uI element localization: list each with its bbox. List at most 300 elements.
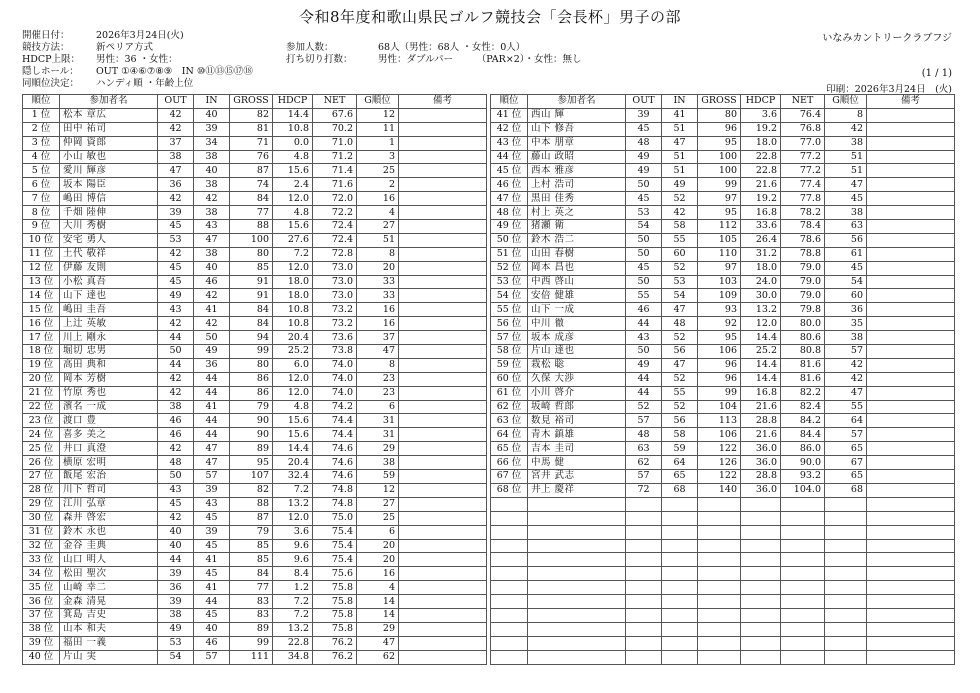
cell-rank [491,650,528,664]
cell-net [781,636,825,650]
cell-gross: 96 [698,122,741,136]
cell-g-rank: 12 [357,108,399,122]
cell-gross: 104 [698,400,741,414]
table-row [23,261,487,275]
cell-hdcp: 33.6 [741,220,781,234]
cell-gross: 100 [698,150,741,164]
table-row [23,525,487,539]
cell-in [662,511,698,525]
cell-gross: 85 [230,539,273,553]
cell-gross: 100 [698,164,741,178]
cell-hdcp: 1.2 [273,581,313,595]
cell-rank: 67 位 [491,470,528,484]
cell-gross: 106 [698,345,741,359]
cell-remarks [867,650,955,664]
cell-hdcp: 12.0 [741,317,781,331]
cell-rank: 8 位 [23,206,60,220]
cell-name: 山本 和夫 [60,622,158,636]
cell-g-rank [825,525,867,539]
cell-rank [491,497,528,511]
cell-remarks [867,220,955,234]
cell-in: 38 [194,150,230,164]
cell-gross: 80 [230,247,273,261]
cell-out [626,608,662,622]
cell-net [781,497,825,511]
cell-out: 48 [626,428,662,442]
cell-remarks [867,428,955,442]
cell-remarks [867,331,955,345]
cell-out: 42 [158,317,194,331]
cell-g-rank: 14 [357,608,399,622]
cell-remarks [399,539,487,553]
cell-gross: 80 [698,108,741,122]
cell-g-rank: 3 [357,150,399,164]
cell-net: 76.2 [313,636,357,650]
cell-remarks [399,206,487,220]
cell-hdcp: 13.2 [741,303,781,317]
cell-rank: 52 位 [491,261,528,275]
cell-hdcp [741,539,781,553]
cell-net: 74.6 [313,470,357,484]
cell-rank: 25 位 [23,442,60,456]
cell-gross [698,539,741,553]
cell-in [662,636,698,650]
cell-gross: 90 [230,414,273,428]
cell-name: 高田 典和 [60,358,158,372]
cell-remarks [399,108,487,122]
cell-out: 49 [626,164,662,178]
cell-net: 73.0 [313,261,357,275]
cell-gross: 88 [230,497,273,511]
cell-g-rank [825,539,867,553]
table-row [23,539,487,553]
cell-in: 38 [194,247,230,261]
cell-out: 45 [626,261,662,275]
table-row [23,164,487,178]
cell-rank: 30 位 [23,511,60,525]
cell-net: 80.0 [781,317,825,331]
cell-g-rank: 51 [357,233,399,247]
cell-gross: 97 [698,192,741,206]
cell-net: 75.6 [313,567,357,581]
cell-rank: 45 位 [491,164,528,178]
cell-in: 59 [662,442,698,456]
cell-in: 65 [662,470,698,484]
cell-g-rank [825,622,867,636]
cell-g-rank: 1 [357,136,399,150]
cell-out: 44 [626,317,662,331]
cell-g-rank: 31 [357,428,399,442]
column-header-name: 参加者名 [60,95,158,109]
cell-remarks [867,289,955,303]
cell-rank: 51 位 [491,247,528,261]
cell-rank: 57 位 [491,331,528,345]
cell-out: 49 [158,622,194,636]
cell-hdcp [741,497,781,511]
cell-g-rank [825,608,867,622]
cell-out: 45 [626,192,662,206]
cell-rank: 38 位 [23,622,60,636]
cell-remarks [399,150,487,164]
cell-g-rank: 20 [357,539,399,553]
cell-net: 80.6 [781,331,825,345]
cell-gross: 89 [230,442,273,456]
cell-gross: 87 [230,164,273,178]
cell-hdcp: 14.4 [741,358,781,372]
cell-gross [698,511,741,525]
cell-hdcp: 27.6 [273,233,313,247]
cell-in: 39 [194,483,230,497]
cell-in: 47 [662,136,698,150]
cell-hdcp: 7.2 [273,608,313,622]
cell-g-rank: 25 [357,511,399,525]
cell-in: 42 [194,317,230,331]
cell-g-rank: 8 [825,108,867,122]
table-row [491,345,955,359]
cell-in [662,581,698,595]
cell-g-rank: 60 [825,289,867,303]
cell-hdcp: 12.0 [273,372,313,386]
cell-g-rank: 68 [825,483,867,497]
cell-hdcp: 10.8 [273,317,313,331]
cell-remarks [867,595,955,609]
cell-net: 78.6 [781,233,825,247]
column-header-rank: 順位 [23,95,60,109]
cell-hdcp: 14.4 [273,442,313,456]
cell-rank: 61 位 [491,386,528,400]
cell-name: 上辻 英敏 [60,317,158,331]
cell-in: 58 [662,220,698,234]
cell-gross: 89 [230,622,273,636]
cell-in [662,595,698,609]
cell-hdcp: 14.4 [273,108,313,122]
cell-in: 49 [194,345,230,359]
cell-rank: 65 位 [491,442,528,456]
cell-out: 53 [158,636,194,650]
cell-net: 74.4 [313,414,357,428]
cell-rank: 56 位 [491,317,528,331]
cell-hdcp [741,511,781,525]
cell-rank: 18 位 [23,345,60,359]
cell-in [662,539,698,553]
cell-net: 74.0 [313,372,357,386]
cell-g-rank: 62 [357,650,399,664]
meta-value: 男性：36 ・女性： [96,54,178,65]
cell-net: 79.0 [781,289,825,303]
cell-remarks [399,567,487,581]
meta-value: 2026年3月24日(火) [96,30,184,41]
cell-gross: 97 [698,261,741,275]
cell-name: 数見 裕司 [528,414,626,428]
cell-hdcp: 15.6 [273,164,313,178]
cell-out: 45 [158,275,194,289]
cell-out: 49 [158,289,194,303]
cell-gross [698,595,741,609]
column-header-gross: GROSS [230,95,273,109]
cell-rank: 14 位 [23,289,60,303]
cell-in [662,567,698,581]
cell-out: 42 [158,442,194,456]
cell-g-rank: 14 [357,595,399,609]
cell-name: 上村 浩司 [528,178,626,192]
cell-remarks [867,345,955,359]
cell-net: 79.8 [781,303,825,317]
cell-gross: 71 [230,136,273,150]
cell-name: 中川 徹 [528,317,626,331]
cell-hdcp: 4.8 [273,206,313,220]
cell-net: 86.0 [781,442,825,456]
table-row [491,247,955,261]
cell-name: 江川 弘章 [60,497,158,511]
cell-net [781,511,825,525]
cell-net: 74.8 [313,497,357,511]
cell-gross [698,553,741,567]
cell-in: 55 [662,233,698,247]
cell-net: 73.6 [313,331,357,345]
cell-net: 76.4 [781,108,825,122]
cell-out: 62 [626,456,662,470]
cell-g-rank: 56 [825,233,867,247]
table-row [491,275,955,289]
cell-name: 金森 清晃 [60,595,158,609]
cell-net [781,553,825,567]
cell-rank: 9 位 [23,220,60,234]
cell-g-rank: 38 [825,136,867,150]
cell-hdcp: 4.8 [273,400,313,414]
cell-remarks [867,317,955,331]
cell-name: 中馬 健 [528,456,626,470]
cell-hdcp: 20.4 [273,331,313,345]
cell-remarks [867,247,955,261]
cell-in: 53 [662,275,698,289]
cell-hdcp: 36.0 [741,483,781,497]
table-row [491,150,955,164]
cell-rank [491,553,528,567]
cell-name [528,539,626,553]
cell-name: 山田 春樹 [528,247,626,261]
cell-name [528,567,626,581]
cell-gross [698,608,741,622]
cell-rank: 53 位 [491,275,528,289]
cell-name: 喜多 美之 [60,428,158,442]
cell-net: 82.2 [781,386,825,400]
cell-remarks [867,567,955,581]
table-row [491,192,955,206]
table-row [23,136,487,150]
cell-g-rank [825,497,867,511]
cell-remarks [867,525,955,539]
cell-g-rank: 47 [357,345,399,359]
cell-in: 40 [194,164,230,178]
cell-net: 75.8 [313,595,357,609]
cell-net: 81.6 [781,358,825,372]
table-row [23,358,487,372]
cell-g-rank: 8 [357,358,399,372]
cell-rank: 68 位 [491,483,528,497]
meta-hidden-holes [22,66,253,78]
column-header-net: NET [313,95,357,109]
cell-hdcp: 19.2 [741,122,781,136]
cell-name: 山下 一成 [528,303,626,317]
cell-out: 40 [158,539,194,553]
cell-rank: 39 位 [23,636,60,650]
cell-net: 79.0 [781,275,825,289]
cell-net [781,539,825,553]
cell-rank [491,511,528,525]
cell-remarks [867,122,955,136]
table-row [23,372,487,386]
cell-hdcp: 3.6 [741,108,781,122]
cell-rank: 3 位 [23,136,60,150]
cell-out: 45 [158,497,194,511]
cell-in: 48 [662,317,698,331]
cell-remarks [867,636,955,650]
meta-hdcp [22,54,582,66]
results-table-right [490,94,955,665]
cell-out: 42 [158,122,194,136]
cell-in: 51 [662,122,698,136]
cell-rank: 20 位 [23,372,60,386]
cell-hdcp: 21.6 [741,400,781,414]
cell-hdcp: 18.0 [273,289,313,303]
cell-out: 44 [158,331,194,345]
cell-remarks [399,595,487,609]
cell-in: 38 [194,178,230,192]
table-row [23,317,487,331]
cell-rank: 47 位 [491,192,528,206]
cell-gross: 79 [230,525,273,539]
cell-g-rank: 37 [357,331,399,345]
cell-g-rank: 6 [357,400,399,414]
table-row [23,622,487,636]
cell-net: 77.0 [781,136,825,150]
cell-g-rank: 65 [825,470,867,484]
table-row [491,372,955,386]
empty-row [491,595,955,609]
cell-g-rank [825,595,867,609]
cell-hdcp: 15.6 [273,414,313,428]
cell-g-rank: 11 [357,122,399,136]
empty-row [491,622,955,636]
cell-gross: 85 [230,553,273,567]
cell-in: 41 [194,581,230,595]
cell-remarks [867,483,955,497]
cell-hdcp [741,525,781,539]
cell-g-rank: 16 [357,303,399,317]
cell-g-rank: 4 [357,206,399,220]
cell-in: 46 [194,636,230,650]
cell-in: 47 [194,442,230,456]
cell-hdcp: 12.0 [273,386,313,400]
meta-label: 同順位決定： [22,78,80,89]
cell-rank [491,608,528,622]
cell-out: 54 [626,220,662,234]
cell-g-rank: 45 [825,192,867,206]
cell-rank: 46 位 [491,178,528,192]
cell-rank: 29 位 [23,497,60,511]
cell-net: 75.8 [313,622,357,636]
cell-rank [491,636,528,650]
cell-rank: 2 位 [23,122,60,136]
cell-gross: 111 [230,650,273,664]
cell-rank: 42 位 [491,122,528,136]
cell-rank: 17 位 [23,331,60,345]
column-header-name: 参加者名 [528,95,626,109]
cell-in: 41 [194,553,230,567]
cell-out: 44 [158,358,194,372]
cell-name: 松本 章広 [60,108,158,122]
cell-name: 山口 明人 [60,553,158,567]
cell-in: 41 [194,400,230,414]
table-row [23,386,487,400]
cell-gross [698,525,741,539]
cell-g-rank: 57 [825,428,867,442]
cell-rank [491,539,528,553]
cell-g-rank: 42 [825,358,867,372]
cell-name: 栽松 聡 [528,358,626,372]
cell-out: 37 [158,136,194,150]
cell-remarks [399,289,487,303]
cell-rank: 11 位 [23,247,60,261]
cell-name: 金谷 圭典 [60,539,158,553]
meta-value: 男性：ダブルパー （PAR×2）・女性：無し [378,54,582,65]
cell-remarks [399,192,487,206]
cell-hdcp: 18.0 [273,275,313,289]
cell-gross: 77 [230,581,273,595]
cell-name: 川下 哲司 [60,483,158,497]
cell-out: 44 [158,553,194,567]
table-row [491,206,955,220]
cell-in: 47 [662,303,698,317]
cell-out: 55 [626,289,662,303]
table-row [491,428,955,442]
cell-out [626,636,662,650]
table-row [491,414,955,428]
cell-net: 73.0 [313,275,357,289]
cell-rank [491,525,528,539]
cell-hdcp [741,567,781,581]
table-row [491,178,955,192]
cell-remarks [867,456,955,470]
cell-g-rank [825,511,867,525]
cell-name: 青木 鎮雄 [528,428,626,442]
cell-net: 81.6 [781,372,825,386]
cell-gross: 92 [698,317,741,331]
cell-in: 44 [194,595,230,609]
cell-in: 46 [194,275,230,289]
cell-g-rank: 35 [825,317,867,331]
cell-g-rank: 42 [825,372,867,386]
cell-remarks [399,608,487,622]
cell-gross: 110 [698,247,741,261]
cell-hdcp: 36.0 [741,442,781,456]
cell-g-rank: 36 [825,303,867,317]
table-row [23,470,487,484]
cell-hdcp: 26.4 [741,233,781,247]
cell-rank: 23 位 [23,414,60,428]
cell-net: 70.2 [313,122,357,136]
cell-out: 45 [158,261,194,275]
document-title: 令和8年度和歌山県民ゴルフ競技会「会長杯」男子の部 [298,8,682,26]
cell-rank: 12 位 [23,261,60,275]
cell-net: 72.4 [313,233,357,247]
cell-in: 58 [662,428,698,442]
cell-hdcp: 16.8 [741,386,781,400]
cell-in: 60 [662,247,698,261]
table-row [491,483,955,497]
cell-name: 猪瀬 衛 [528,220,626,234]
cell-name: 藤山 政昭 [528,150,626,164]
